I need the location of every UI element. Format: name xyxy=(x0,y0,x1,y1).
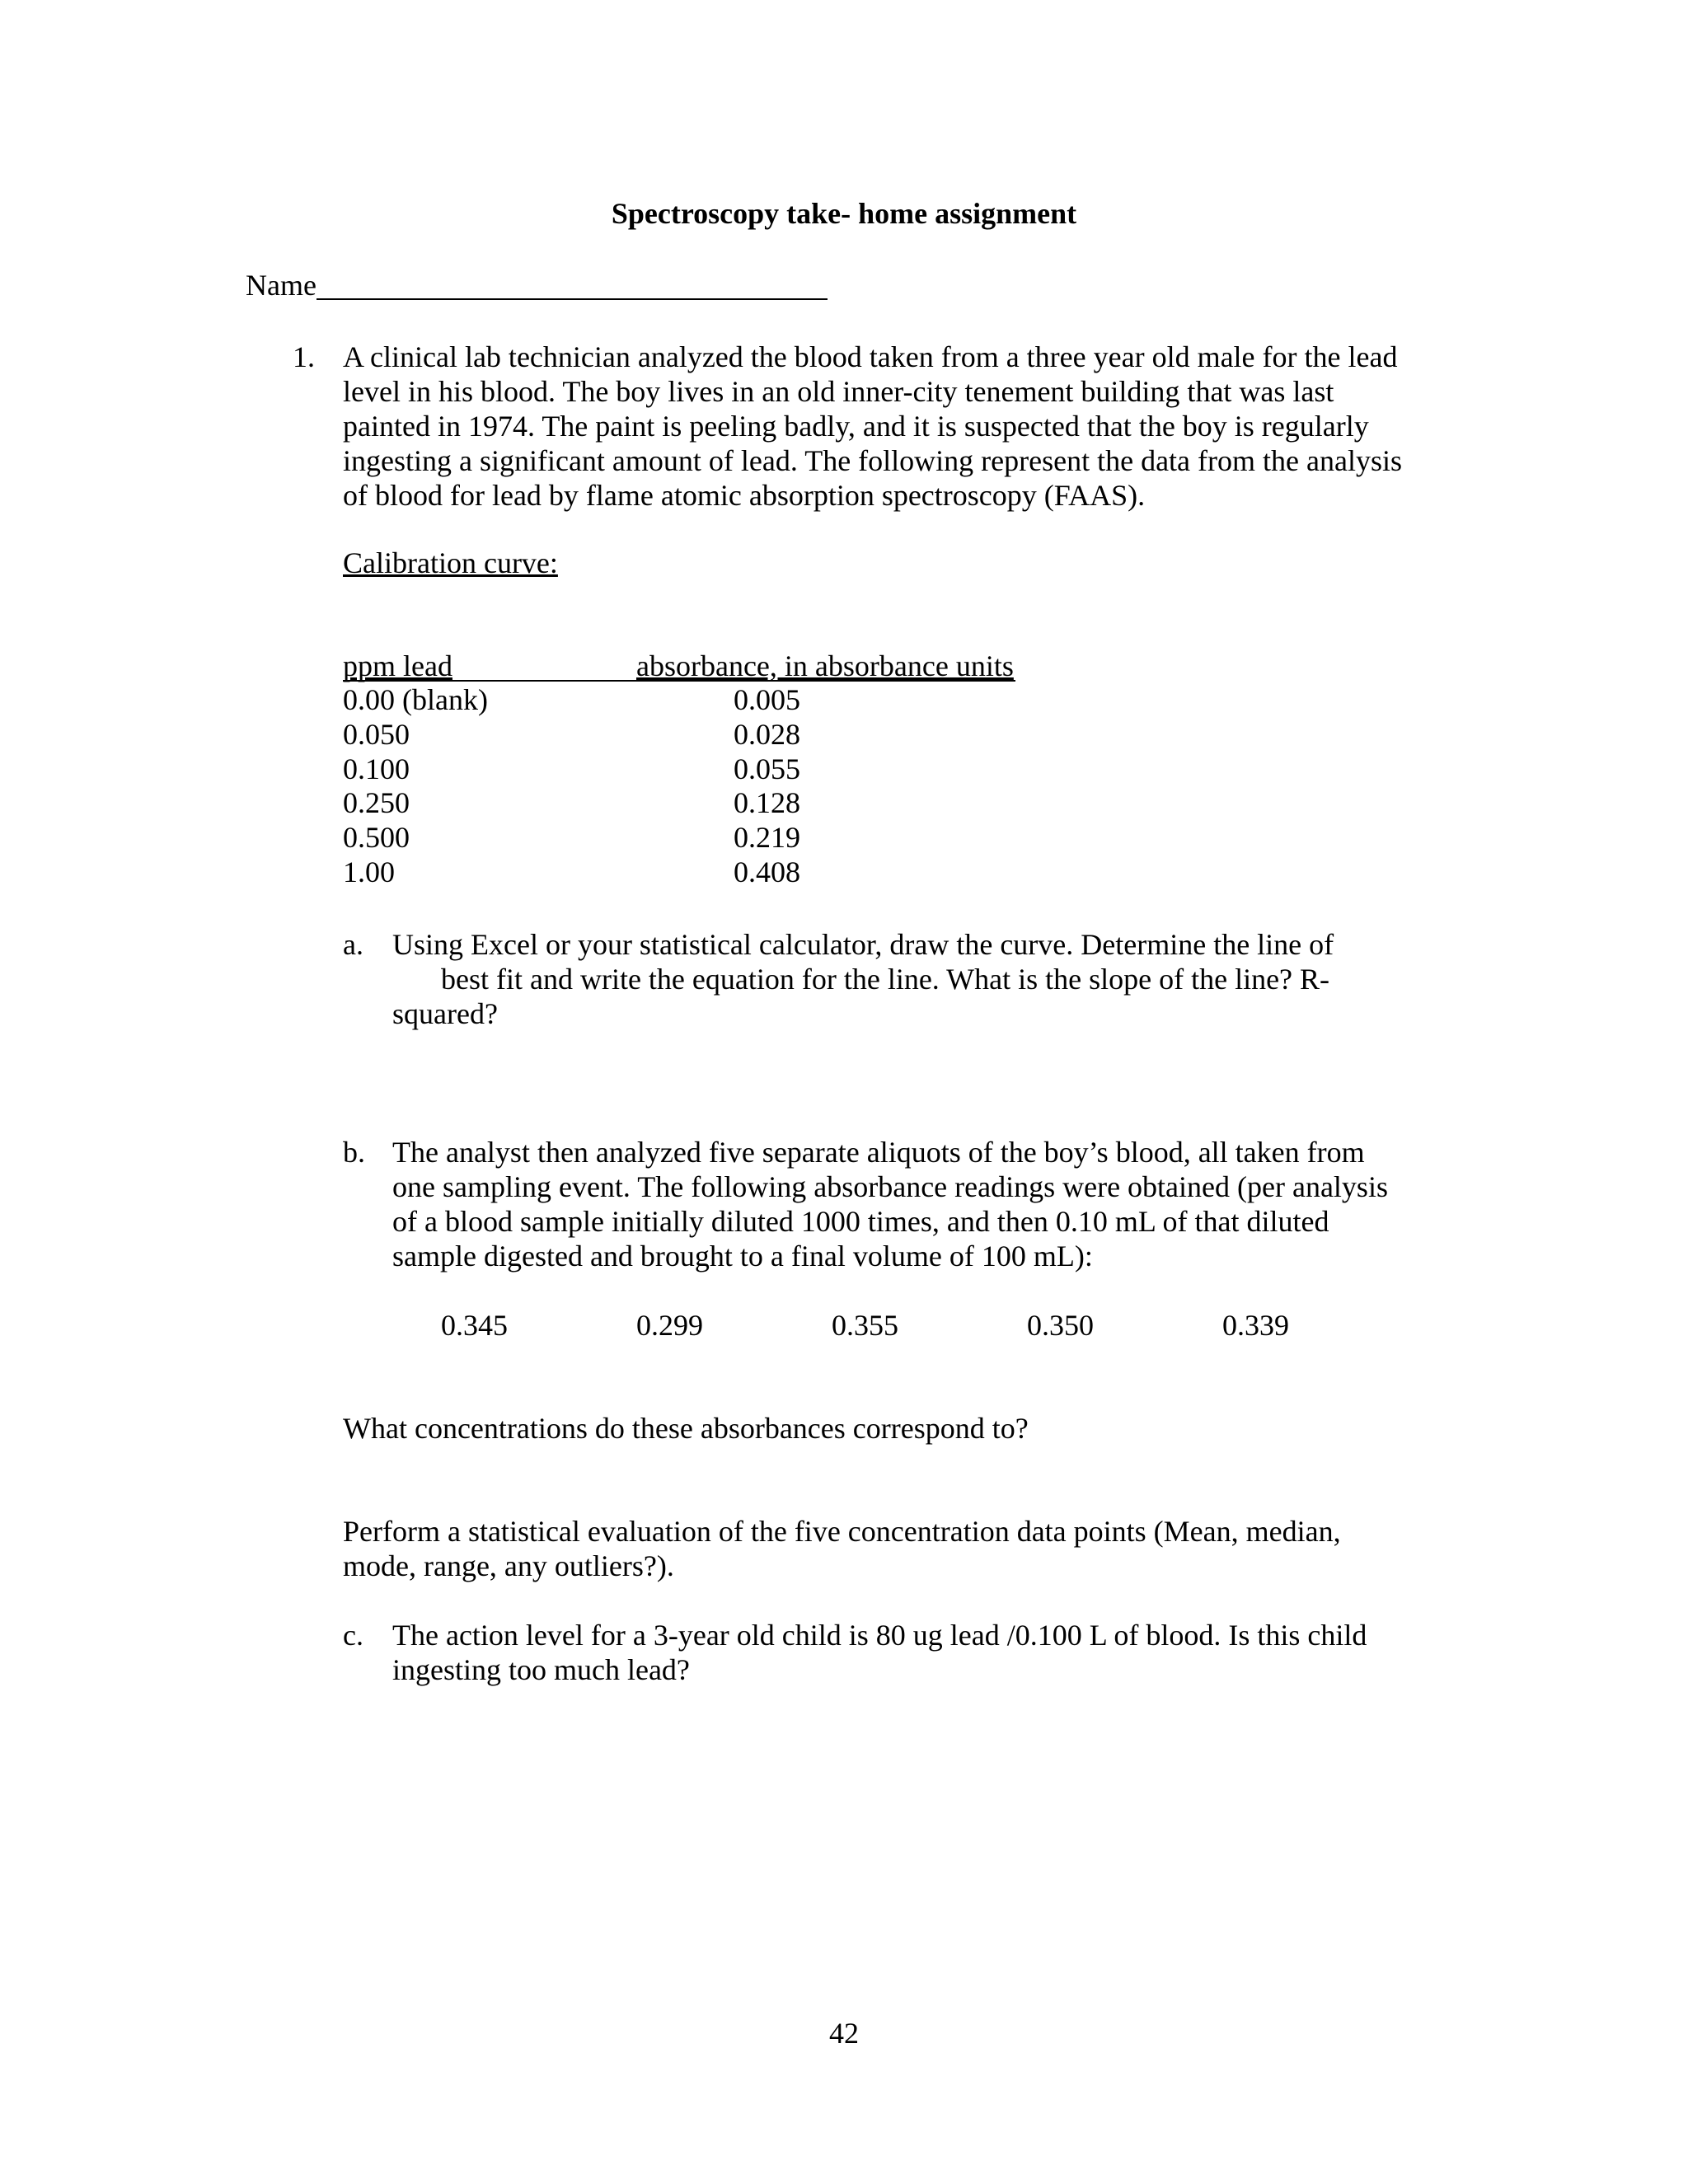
absorbance-reading: 0.339 xyxy=(1222,1309,1289,1342)
question-1-number: 1. xyxy=(293,340,315,373)
part-a-text xyxy=(392,927,1334,1031)
absorbance-reading: 0.350 xyxy=(1027,1309,1094,1342)
question-1-line: of blood for lead by flame atomic absorption spectroscopy (FAAS). xyxy=(343,479,1146,512)
statistics-question-line: mode, range, any outliers?). xyxy=(343,1549,674,1582)
part-a-line: squared? xyxy=(392,997,498,1030)
part-b-line: of a blood sample initially diluted 1000 times, and then 0.10 mL of that diluted xyxy=(392,1205,1329,1238)
question-1-line: A clinical lab technician analyzed the blood taken from a three year old male for the lead xyxy=(343,340,1398,373)
table-cell-absorbance: 0.055 xyxy=(734,752,800,785)
statistics-question xyxy=(343,1514,1341,1583)
absorbance-reading: 0.345 xyxy=(441,1309,508,1342)
part-b-line: one sampling event. The following absorbance readings were obtained (per analysis xyxy=(392,1170,1388,1203)
part-a-label: a. xyxy=(343,928,363,961)
absorbance-reading: 0.355 xyxy=(832,1309,898,1342)
part-a-line: Using Excel or your statistical calculator, draw the curve. Determine the line of xyxy=(392,928,1334,961)
table-cell-absorbance: 0.408 xyxy=(734,855,800,888)
statistics-question-line: Perform a statistical evaluation of the five concentration data points (Mean, median, xyxy=(343,1515,1341,1548)
table-cell-ppm: 0.500 xyxy=(343,821,410,854)
absorbance-reading: 0.299 xyxy=(636,1309,703,1342)
question-1-text xyxy=(343,340,1439,513)
table-cell-ppm: 0.100 xyxy=(343,752,410,785)
part-b-label: b. xyxy=(343,1136,365,1169)
question-1-line: level in his blood. The boy lives in an old inner-city tenement building that was last xyxy=(343,375,1334,408)
part-c-text xyxy=(392,1618,1367,1687)
table-cell-absorbance: 0.005 xyxy=(734,683,800,716)
part-b-line: The analyst then analyzed five separate aliquots of the boy’s blood, all taken from xyxy=(392,1136,1365,1169)
concentration-question: What concentrations do these absorbances correspond to? xyxy=(343,1412,1029,1445)
table-header-absorbance: absorbance, in absorbance units xyxy=(636,649,1014,682)
table-cell-ppm: 1.00 xyxy=(343,855,395,888)
part-c-line: ingesting too much lead? xyxy=(392,1653,690,1686)
name-blank-line xyxy=(316,298,828,300)
part-a-line: best fit and write the equation for the line. What is the slope of the line? R- xyxy=(441,963,1330,996)
table-cell-ppm: 0.00 (blank) xyxy=(343,683,488,716)
part-b-text xyxy=(392,1135,1388,1273)
name-label: Name xyxy=(246,269,316,302)
calibration-heading: Calibration curve: xyxy=(343,546,558,579)
page-number: 42 xyxy=(829,2017,859,2050)
question-1-line: ingesting a significant amount of lead. The following represent the data from the analysis xyxy=(343,444,1402,477)
table-cell-absorbance: 0.028 xyxy=(734,718,800,751)
table-cell-ppm: 0.250 xyxy=(343,786,410,819)
table-cell-absorbance: 0.128 xyxy=(734,786,800,819)
table-cell-ppm: 0.050 xyxy=(343,718,410,751)
part-b-line: sample digested and brought to a final volume of 100 mL): xyxy=(392,1240,1093,1272)
part-c-label: c. xyxy=(343,1619,363,1652)
part-c-line: The action level for a 3-year old child is 80 ug lead /0.100 L of blood. Is this child xyxy=(392,1619,1367,1652)
table-header-ppm: ppm lead xyxy=(343,649,452,682)
table-cell-absorbance: 0.219 xyxy=(734,821,800,854)
page-title: Spectroscopy take- home assignment xyxy=(611,197,1077,230)
question-1-line: painted in 1974. The paint is peeling badly, and it is suspected that the boy is regularly xyxy=(343,410,1369,443)
